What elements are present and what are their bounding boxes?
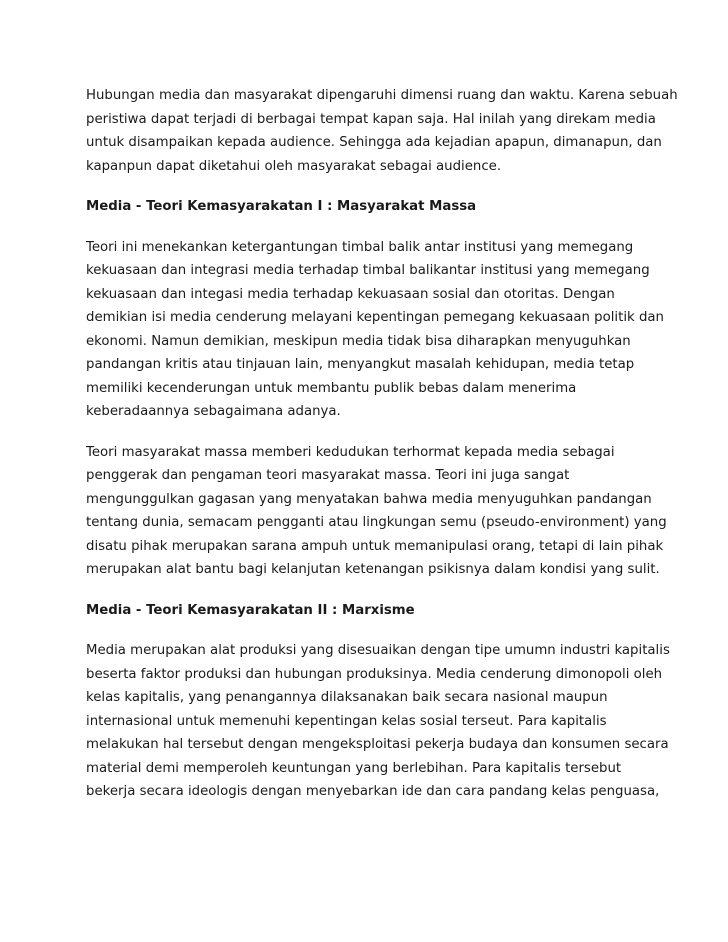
paragraph-line: peristiwa dapat terjadi di berbagai tempat kapan saja. Hal inilah yang direkam media	[86, 111, 656, 127]
paragraph-line: penggerak dan pengaman teori masyarakat massa. Teori ini juga sangat	[86, 468, 570, 483]
paragraph-line: disatu pihak merupakan sarana ampuh untuk memanipulasi orang, tetapi di lain pihak	[86, 538, 664, 554]
paragraph-line: internasional untuk memenuhi kepentingan kelas sosial terseut. Para kapitalis	[86, 713, 607, 729]
paragraph	[86, 639, 670, 804]
paragraph	[86, 441, 667, 582]
paragraph-line: kekuasaan dan integasi media terhadap kekuasaan sosial dan otoritas. Dengan	[86, 286, 615, 302]
paragraph-line: beserta faktor produksi dan hubungan produksinya. Media cenderung dimonopoli oleh	[86, 666, 663, 682]
paragraph-line: Hubungan media dan masyarakat dipengaruhi dimensi ruang dan waktu. Karena sebuah	[86, 88, 678, 103]
paragraph-line: kapanpun dapat diketahui oleh masyarakat sebagai audience.	[86, 158, 502, 174]
section-heading	[86, 599, 656, 623]
paragraph-line: Media merupakan alat produksi yang disesuaikan dengan tipe umumn industri kapitalis	[86, 643, 670, 658]
paragraph-line: ekonomi. Namun demikian, meskipun media tidak bisa diharapkan menyuguhkan	[86, 333, 631, 349]
paragraph-line: pandangan kritis atau tinjauan lain, menyangkut masalah kehidupan, media tetap	[86, 357, 635, 372]
paragraph	[86, 236, 664, 424]
paragraph-line: merupakan alat bantu bagi kelanjutan ketenangan psikisnya dalam kondisi yang sulit.	[86, 562, 660, 577]
paragraph-line: kelas kapitalis, yang penangannya dilaksanakan baik secara nasional maupun	[86, 690, 608, 705]
paragraph-line: memiliki kecenderungan untuk membantu publik bebas dalam menerima	[86, 380, 577, 396]
heading-text: Media - Teori Kemasyarakatan I : Masyarakat Massa	[86, 199, 477, 214]
paragraph-line: mengunggulkan gagasan yang menyatakan bahwa media menyuguhkan pandangan	[86, 491, 652, 507]
paragraph	[86, 84, 678, 178]
paragraph-line: material demi memperoleh keuntungan yang berlebihan. Para kapitalis tersebut	[86, 760, 622, 776]
paragraph-line: Teori masyarakat massa memberi kedudukan terhormat kepada media sebagai	[86, 444, 615, 460]
paragraph-line: Teori ini menekankan ketergantungan timbal balik antar institusi yang memegang	[86, 239, 634, 255]
paragraph-line: demikian isi media cenderung melayani kepentingan pemegang kekuasaan politik dan	[86, 310, 664, 325]
paragraph-line: melakukan hal tersebut dengan mengeksploitasi pekerja budaya dan konsumen secara	[86, 737, 669, 752]
section-heading	[86, 195, 656, 219]
paragraph-line: bekerja secara ideologis dengan menyebarkan ide dan cara pandang kelas penguasa,	[86, 784, 660, 799]
heading-text: Media - Teori Kemasyarakatan II : Marxisme	[86, 602, 415, 618]
paragraph-line: kekuasaan dan integrasi media terhadap timbal balikantar institusi yang memegang	[86, 263, 650, 278]
document-body	[86, 84, 678, 821]
paragraph-line: untuk disampaikan kepada audience. Sehingga ada kejadian apapun, dimanapun, dan	[86, 135, 662, 150]
paragraph-line: tentang dunia, semacam pengganti atau lingkungan semu (pseudo-environment) yang	[86, 515, 667, 530]
paragraph-line: keberadaannya sebagaimana adanya.	[86, 404, 341, 419]
